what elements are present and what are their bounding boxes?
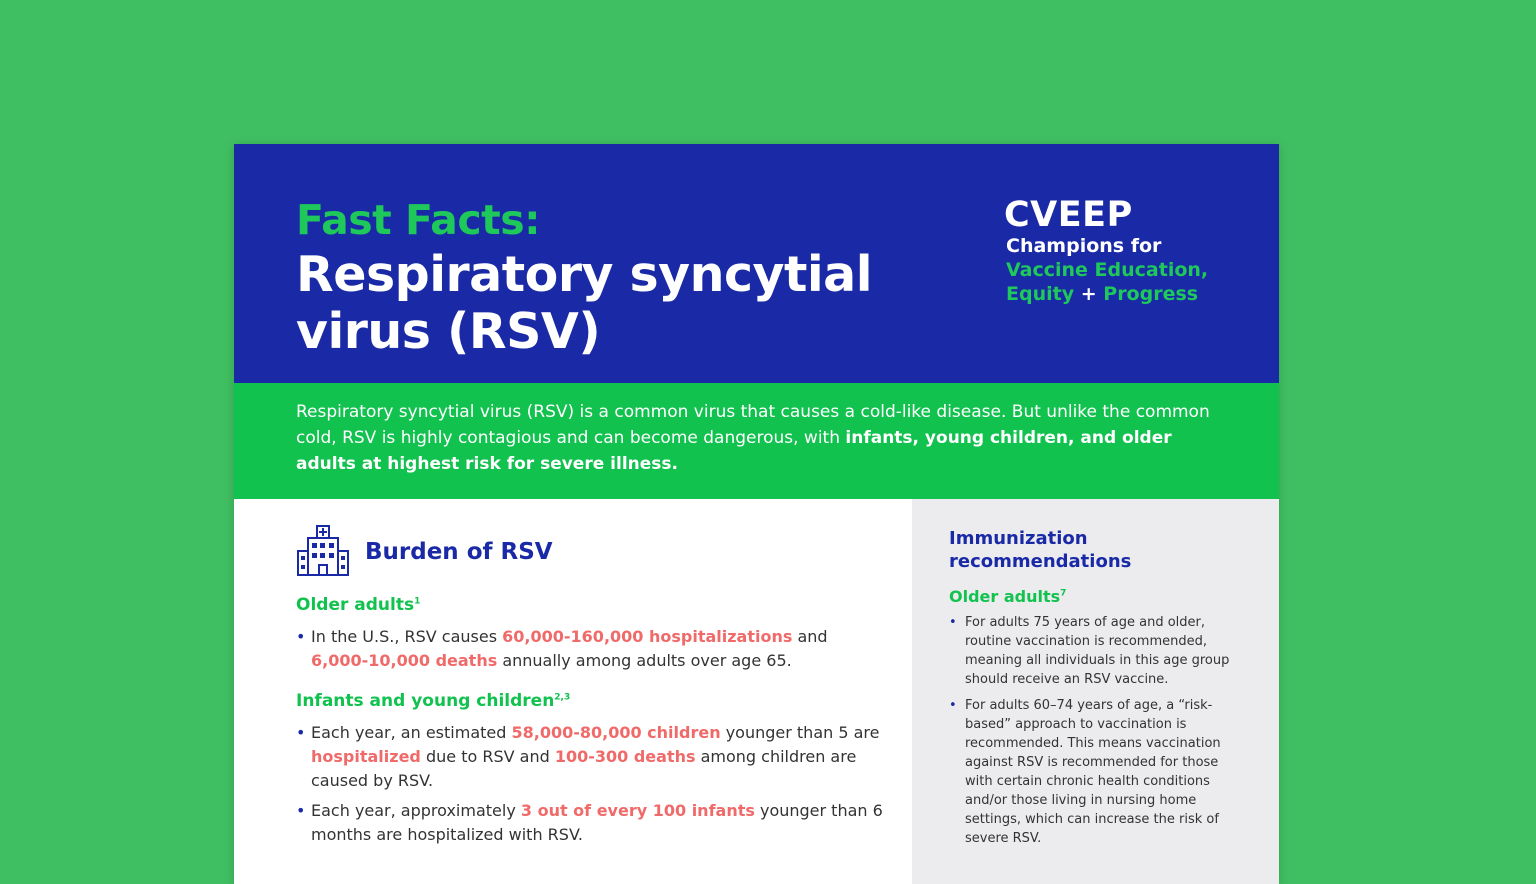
footnote-ref: 2,3	[554, 692, 571, 703]
sidebar-list	[949, 613, 1239, 855]
sidebar-subheading-text: Older adults	[949, 587, 1061, 606]
highlight: 58,000-80,000 children	[511, 723, 721, 742]
logo-line-2: Vaccine Education,	[1006, 259, 1209, 281]
highlight: hospitalized	[311, 747, 421, 766]
cveep-logo	[1004, 196, 1208, 306]
highlight: 6,000-10,000 deaths	[311, 651, 498, 670]
intro-banner	[234, 383, 1279, 499]
text: younger than 5 are	[720, 723, 880, 742]
subheading-text: Infants and young children	[296, 691, 555, 711]
sidebar-heading-line-2: recommendations	[949, 551, 1132, 572]
sidebar-list-item: • For adults 75 years of age and older, routine vaccination is recommended, meaning all individuals in this age group should receive an RSV vaccine.	[949, 613, 1239, 689]
fact-sheet	[234, 144, 1279, 884]
footnote-ref: 1	[414, 596, 421, 607]
text: due to RSV and	[420, 747, 555, 766]
intro-paragraph	[296, 399, 1226, 477]
immunization-sidebar	[912, 499, 1279, 884]
section-title: Burden of RSV	[365, 539, 553, 565]
text: and	[792, 627, 828, 646]
text: In the U.S., RSV causes	[311, 627, 503, 646]
intro-emphasis: infants, young children, and older adults at highest risk for severe illness.	[296, 428, 1172, 474]
logo-line-1: Champions for	[1006, 235, 1162, 257]
list-item	[296, 625, 886, 673]
highlight: 100-300 deaths	[554, 747, 696, 766]
text: Each year, approximately	[311, 801, 521, 820]
text: Each year, an estimated	[311, 723, 512, 742]
logo-name: CVEEP	[1004, 195, 1133, 235]
sidebar-subheading	[949, 587, 1066, 606]
sidebar-heading	[949, 527, 1131, 573]
text: annually among adults over age 65.	[497, 651, 792, 670]
subheading-older-adults	[296, 595, 420, 615]
infants-list	[296, 721, 886, 853]
list-item	[296, 721, 886, 793]
text: younger than 6 months are hospitalized with RSV.	[311, 801, 883, 844]
highlight: 60,000-160,000 hospitalizations	[502, 627, 793, 646]
text: among children are caused by RSV.	[311, 747, 857, 790]
logo-word-equity: Equity	[1006, 283, 1075, 305]
intro-text: Respiratory syncytial virus (RSV) is a common virus that causes a cold-like disease. But unlike the common cold, RSV is highly contagious and can become dangerous, with	[296, 402, 1210, 448]
list-item	[296, 799, 886, 847]
older-adults-list	[296, 625, 886, 679]
hospital-icon	[296, 525, 350, 581]
logo-plus: +	[1080, 283, 1097, 305]
logo-line-3	[1006, 282, 1208, 306]
logo-word-progress: Progress	[1103, 283, 1199, 305]
page-title: Respiratory syncytial virus (RSV)	[296, 246, 873, 360]
subheading-text: Older adults	[296, 595, 415, 615]
highlight: 3 out of every 100 infants	[520, 801, 755, 820]
sidebar-heading-line-1: Immunization	[949, 528, 1088, 549]
header-banner	[234, 144, 1279, 383]
burden-section	[234, 499, 912, 884]
subheading-infants	[296, 691, 570, 711]
footnote-ref: 7	[1060, 588, 1067, 599]
eyebrow-title: Fast Facts:	[296, 196, 541, 244]
sidebar-list-item: • For adults 60–74 years of age, a “risk-based” approach to vaccination is recommended. This means vaccination against RSV is recommended for those with certain chronic health conditions and/or those living in nursing home settings, which can increase the risk of severe RSV.	[949, 696, 1239, 848]
